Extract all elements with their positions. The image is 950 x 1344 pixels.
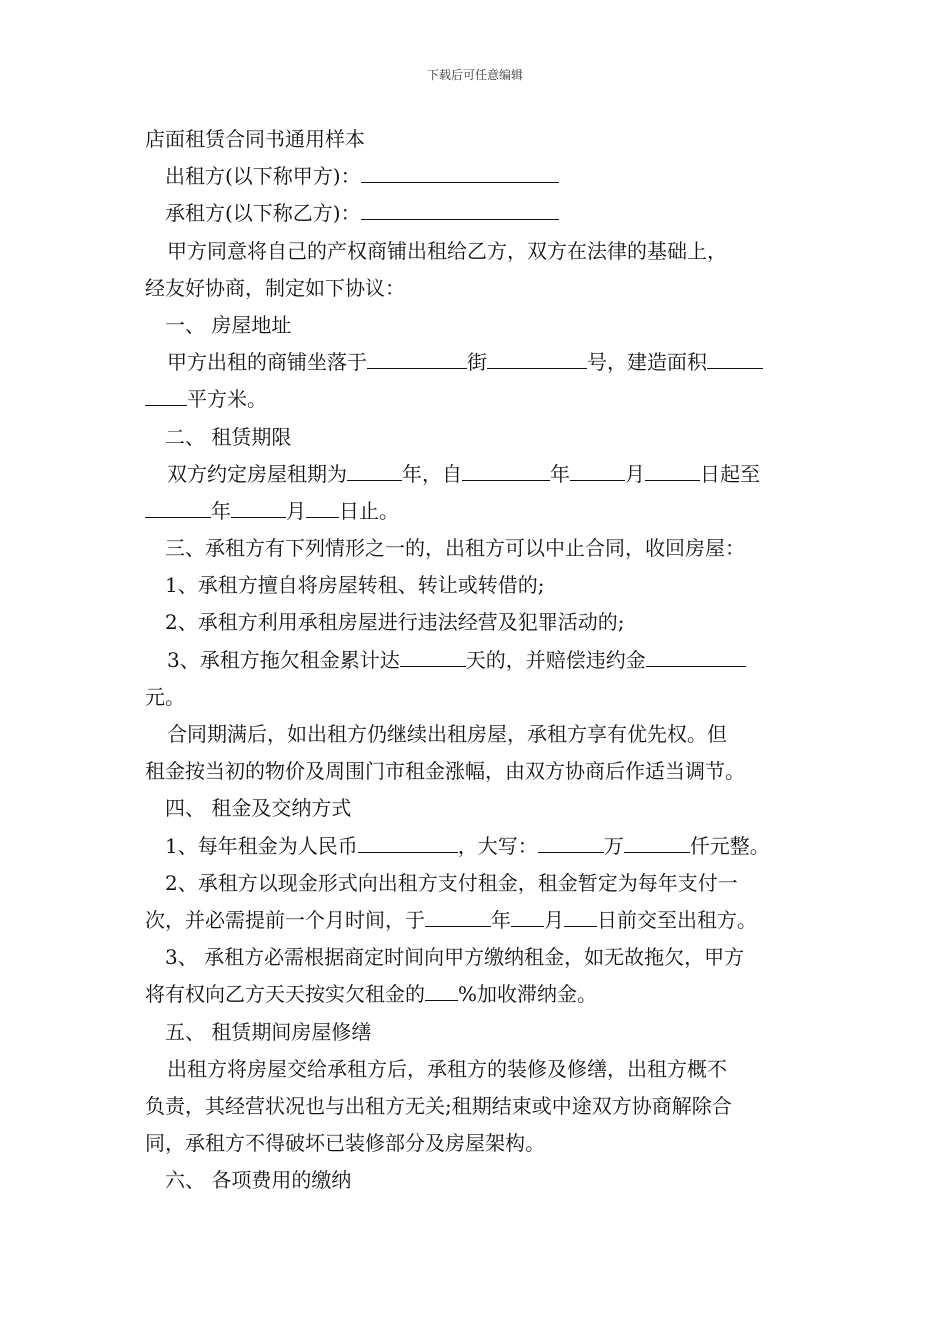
clause-3-3-line-2: 元。	[145, 684, 185, 709]
clause-3-3-text-a: 3、承租方拖欠租金累计达	[167, 647, 400, 672]
clause-4-1-text-a: 1、每年租金为人民币	[165, 833, 358, 858]
term-text-e: 日起至	[700, 461, 760, 486]
section-6-title: 六、 各项费用的缴纳	[165, 1168, 352, 1193]
lessor-label: 出租方(以下称甲方)：	[165, 164, 361, 189]
address-line-1	[145, 344, 810, 381]
pay-year-blank[interactable]	[425, 903, 491, 927]
section-5-line-2: 负责，其经营状况也与出租方无关;租期结束或中途双方协商解除合	[145, 1093, 732, 1118]
page-header: 下载后可任意编辑	[426, 68, 523, 82]
section-5-line-1: 出租方将房屋交给承租方后，承租方的装修及修缮，出租方概不	[167, 1056, 727, 1081]
section-3-title: 三、承租方有下列情形之一的，出租方可以中止合同，收回房屋：	[165, 536, 745, 561]
pay-day-blank[interactable]	[564, 903, 597, 927]
section-5-title: 五、 租赁期间房屋修缮	[165, 1019, 372, 1044]
clause-4-1-text-d: 仟元整。	[689, 833, 770, 858]
rent-amount-blank[interactable]	[358, 829, 458, 853]
term-line-1	[145, 456, 810, 493]
address-text-a: 甲方出租的商铺坐落于	[167, 350, 367, 375]
address-text-b: 街	[467, 350, 487, 375]
rent-wan-blank[interactable]	[538, 829, 604, 853]
clause-4-2-text-b: 次，并必需提前一个月时间，于	[145, 907, 425, 932]
clause-4-2-text-c: 年	[491, 907, 511, 932]
end-day-blank[interactable]	[306, 494, 339, 518]
section-5-line-3: 同，承租方不得破坏已装修部分及房屋架构。	[145, 1131, 545, 1156]
document-title: 店面租赁合同书通用样本	[145, 127, 365, 151]
section-1-title: 一、 房屋地址	[165, 312, 292, 337]
clause-4-1	[145, 828, 810, 865]
start-month-blank[interactable]	[570, 457, 625, 481]
term-line-2	[145, 493, 810, 530]
term-text-c: 年	[550, 461, 570, 486]
clause-4-2-line-2	[145, 902, 810, 939]
clause-4-1-text-b: ，大写：	[457, 833, 538, 858]
start-year-blank[interactable]	[462, 457, 550, 481]
term-text-a: 双方约定房屋租期为	[167, 461, 347, 486]
clause-4-3-line-2	[145, 976, 810, 1013]
end-month-blank[interactable]	[231, 494, 286, 518]
term-years-blank[interactable]	[347, 457, 402, 481]
area-blank-1[interactable]	[707, 345, 763, 369]
address-text-c: 号，建造面积	[587, 350, 707, 375]
area-blank-2[interactable]	[145, 382, 187, 406]
pay-month-blank[interactable]	[511, 903, 544, 927]
end-year-blank[interactable]	[145, 494, 211, 518]
clause-4-3-text-b: 将有权向乙方天天按实欠租金的	[145, 982, 425, 1007]
address-line-2	[145, 381, 810, 418]
section-4-title: 四、 租金及交纳方式	[165, 796, 352, 821]
section-2-title: 二、 租赁期限	[165, 424, 292, 449]
penalty-amount-blank[interactable]	[646, 643, 746, 667]
start-day-blank[interactable]	[645, 457, 700, 481]
term-text-d: 月	[625, 461, 645, 486]
clause-4-1-text-c: 万	[603, 833, 624, 858]
lessor-line	[145, 158, 810, 195]
clause-3-3-text-b: 天的，并赔偿违约金	[465, 647, 646, 672]
street-blank[interactable]	[367, 345, 467, 369]
intro-line-1: 甲方同意将自己的产权商铺出租给乙方，双方在法律的基础上，	[167, 238, 727, 263]
rent-qian-blank[interactable]	[624, 829, 690, 853]
clause-4-3-text-c: %加收滞纳金。	[458, 982, 598, 1007]
clause-3-2: 2、承租方利用承租房屋进行违法经营及犯罪活动的;	[165, 610, 625, 635]
term-text-b: 年，自	[402, 461, 462, 486]
term-text-g: 月	[286, 498, 306, 523]
renewal-line-1: 合同期满后，如出租方仍继续出租房屋，承租方享有优先权。但	[167, 722, 727, 746]
clause-4-3-line-1: 3、 承租方必需根据商定时间向甲方缴纳租金，如无故拖欠，甲方	[165, 945, 745, 970]
clause-4-2-line-1: 2、承租方以现金形式向出租方支付租金，租金暂定为每年支付一	[165, 870, 738, 895]
clause-3-3-line-1	[145, 642, 810, 679]
arrears-days-blank[interactable]	[400, 643, 466, 667]
address-text-d: 平方米。	[187, 387, 267, 412]
lessor-blank[interactable]	[361, 159, 559, 183]
term-text-h: 日止。	[339, 498, 399, 523]
lessee-label: 承租方(以下称乙方)：	[165, 201, 361, 226]
intro-line-2: 经友好协商，制定如下协议：	[145, 275, 405, 300]
lessee-blank[interactable]	[361, 196, 559, 220]
clause-4-2-text-e: 日前交至出租方。	[597, 907, 757, 932]
renewal-line-2: 租金按当初的物价及周围门市租金涨幅，由双方协商后作适当调节。	[145, 759, 745, 784]
number-blank[interactable]	[487, 345, 587, 369]
lessee-line	[145, 195, 810, 232]
document-body	[145, 121, 810, 1199]
term-text-f: 年	[211, 498, 231, 523]
clause-3-1: 1、承租方擅自将房屋转租、转让或转借的;	[165, 573, 545, 598]
clause-4-2-text-d: 月	[544, 907, 564, 932]
late-fee-percent-blank[interactable]	[425, 977, 458, 1001]
